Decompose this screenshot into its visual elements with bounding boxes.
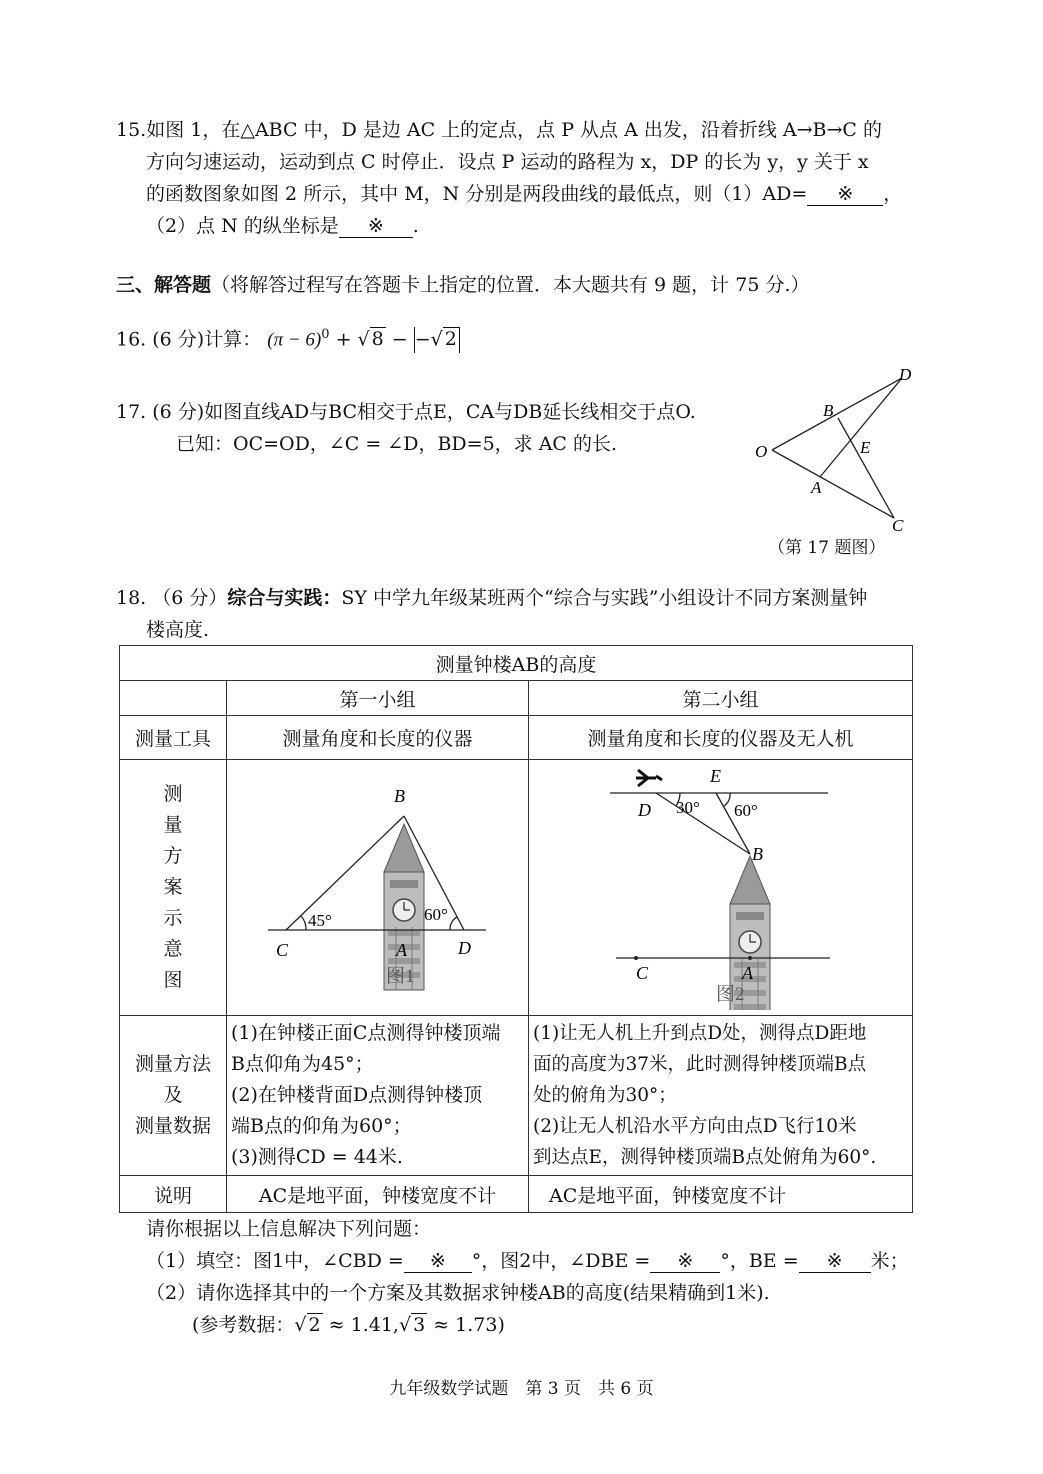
q17-fig-caption: （第 17 题图） — [768, 538, 886, 558]
fig1-label-C: C — [275, 940, 288, 960]
section3-title: 三、解答题 — [116, 274, 212, 296]
scheme-char-4: 示 — [163, 907, 183, 929]
q15-line3-text: 的函数图象如图 2 所示，其中 M，N 分别是两段曲线的最低点，则（1）AD= — [146, 183, 808, 205]
q18-bold: 综合与实践： — [227, 587, 342, 609]
table-tool-label: 测量工具 — [120, 716, 227, 760]
table-fig1-cell — [227, 760, 529, 1016]
method2-line-3: (2)让无人机沿水平方向由点D飞行10米 — [533, 1116, 857, 1137]
fig2-label-A: A — [741, 963, 753, 983]
q18-ref-c: ≈ 1.41, — [322, 1314, 399, 1336]
fig2-label-C: C — [635, 963, 648, 983]
q15-line4 — [146, 213, 419, 239]
table-tool2: 测量角度和长度的仪器及无人机 — [529, 716, 913, 760]
q17-label-O: O — [755, 442, 768, 461]
table-note1: AC是地平面，钟楼宽度不计 — [227, 1176, 529, 1213]
method1-line-2: (2)在钟楼背面D点测得钟楼顶 — [231, 1084, 483, 1106]
q16-sqrt8: 8 — [371, 328, 384, 351]
fig2-label-E: E — [709, 766, 721, 786]
fig1-caption: 图1 — [385, 966, 415, 987]
table-empty-cell — [120, 681, 227, 716]
q18-ref-sqrt2: 2 — [308, 1314, 321, 1336]
q18-table — [119, 645, 913, 1213]
q16-minus: − — [385, 328, 414, 351]
q16-label: 16. (6 分)计算： — [116, 328, 262, 351]
q17-label-D: D — [899, 365, 912, 384]
fig2-point-C — [634, 956, 638, 960]
q18-blank-cbd: ※ — [404, 1250, 472, 1273]
fig1-arc-60 — [449, 917, 456, 930]
fig2 — [530, 760, 912, 1010]
q17-label-A: A — [811, 478, 822, 497]
q16-exponent: 0 — [321, 327, 330, 342]
method2-line-0: (1)让无人机上升到点D处，测得点D距地 — [533, 1023, 867, 1044]
table-scheme-label — [120, 760, 227, 1016]
method2-line-4: 到达点E，测得钟楼顶端B点处俯角为60°. — [533, 1147, 877, 1168]
table-note2: AC是地平面，钟楼宽度不计 — [529, 1176, 913, 1213]
q17-line-DA — [820, 378, 902, 477]
table-title: 测量钟楼AB的高度 — [120, 646, 913, 681]
method1-line-1: B点仰角为45°； — [231, 1053, 374, 1075]
q18-reference: (参考数据：√ 2 ≈ 1.41,√ 3 ≈ 1.73) — [192, 1314, 505, 1336]
drone-icon — [636, 770, 662, 786]
q16-sqrt2: 2 — [444, 328, 457, 351]
q18-blank-dbe: ※ — [650, 1250, 720, 1273]
q17-label-B: B — [823, 401, 834, 420]
scheme-char-5: 意 — [163, 938, 183, 960]
table-method-label — [120, 1016, 227, 1176]
q18-p1-a: （1）填空：图1中，∠CBD = — [146, 1250, 404, 1272]
table-note-label: 说明 — [120, 1176, 227, 1213]
q18-line2: 楼高度. — [146, 619, 210, 641]
q16-expr-a: (π − 6) — [267, 329, 322, 351]
q18-ref-sqrt3: 3 — [413, 1314, 426, 1336]
scheme-char-0: 测 — [163, 783, 183, 805]
fig2-label-B: B — [751, 844, 763, 864]
q18-ref-e: ≈ 1.73) — [427, 1314, 505, 1336]
scheme-char-2: 方 — [163, 845, 183, 867]
table-method2 — [529, 1016, 913, 1176]
method2-line-2: 处的俯角为30°； — [533, 1085, 677, 1106]
fig2-label-D: D — [637, 800, 651, 820]
q16-plus: + — [329, 328, 358, 351]
fig1-label-B: B — [393, 786, 405, 806]
q15-line1: 15.如图 1，在△ABC 中，D 是边 AC 上的定点，点 P 从点 A 出发，沿着折线 A→B→C 的 — [116, 119, 882, 141]
q18-blank-be: ※ — [799, 1250, 871, 1273]
q17-label-E: E — [860, 438, 871, 457]
section3-heading — [116, 272, 809, 298]
scheme-char-1: 量 — [163, 814, 183, 836]
q16: 16. (6 分)计算： $(\pi - 6)^0$ + √ 8 − −√ 2 — [116, 320, 460, 355]
fig1-label-D: D — [457, 938, 471, 958]
q17-line-OD — [772, 378, 902, 450]
method-label-0: 测量方法 — [135, 1053, 212, 1075]
fig2-angle30: 30° — [675, 798, 700, 817]
q17-line1: 17. (6 分)如图直线AD与BC相交于点E，CA与DB延长线相交于点O. — [116, 401, 696, 423]
method1-line-0: (1)在钟楼正面C点测得钟楼顶端 — [231, 1022, 501, 1044]
q15-line2: 方向匀速运动，运动到点 C 时停止．设点 P 运动的路程为 x，DP 的长为 y，y 关于 x — [146, 151, 869, 173]
method2-line-1: 面的高度为37米，此时测得钟楼顶端B点 — [533, 1054, 867, 1075]
q15-blank-2: ※ — [339, 215, 413, 238]
method1-line-3: 端B点的仰角为60°； — [231, 1115, 412, 1137]
method-label-1: 及 — [163, 1084, 183, 1106]
scheme-char-6: 图 — [163, 969, 183, 991]
q18-part1 — [146, 1248, 909, 1274]
q18-num: 18. （6 分） — [116, 587, 228, 609]
page-footer: 九年级数学试题 第 3 页 共 6 页 — [389, 1379, 654, 1399]
scheme-char-3: 案 — [163, 876, 183, 898]
method-label-2: 测量数据 — [135, 1115, 212, 1137]
fig2-caption: 图2 — [715, 984, 745, 1005]
q18-rest: SY 中学九年级某班两个“综合与实践”小组设计不同方案测量钟 — [341, 587, 868, 609]
q15-line4-text: （2）点 N 的纵坐标是 — [146, 215, 339, 237]
q17-figure — [740, 360, 940, 535]
fig1 — [228, 760, 528, 1010]
q18-line1 — [116, 585, 867, 611]
method1-line-4: (3)测得CD = 44米. — [231, 1146, 403, 1168]
q17-label-C: C — [892, 516, 904, 535]
table-method1 — [227, 1016, 529, 1176]
table-tool1: 测量角度和长度的仪器 — [227, 716, 529, 760]
q18-part2: （2）请你选择其中的一个方案及其数据求钟楼AB的高度(结果精确到1米). — [146, 1282, 770, 1304]
table-fig2-cell — [529, 760, 913, 1016]
fig1-angle60: 60° — [423, 905, 448, 924]
table-group1: 第一小组 — [227, 681, 529, 716]
section3-note: （将解答过程写在答题卡上指定的位置．本大题共有 9 题，计 75 分.） — [211, 274, 810, 296]
table-group2: 第二小组 — [529, 681, 913, 716]
q18-after: 请你根据以上信息解决下列问题： — [146, 1218, 432, 1240]
q15-line3: 的函数图象如图 2 所示，其中 M，N 分别是两段曲线的最低点，则（1）AD= ※ ， — [146, 183, 903, 205]
fig1-angle45: 45° — [307, 911, 332, 930]
q18-p1-c: °，BE = — [720, 1250, 799, 1272]
fig2-point-A — [748, 956, 752, 960]
q18-p1-d: 米； — [870, 1250, 909, 1272]
q15-blank-1: ※ — [807, 183, 883, 206]
fig1-arc-45 — [301, 916, 306, 930]
q15-line4-end: . — [412, 215, 419, 237]
q16-abs-right — [459, 327, 460, 353]
q18-ref-a: (参考数据： — [192, 1314, 295, 1336]
fig2-arc-60 — [724, 793, 730, 806]
fig1-label-A: A — [395, 940, 407, 960]
fig2-angle60: 60° — [733, 801, 758, 820]
q18-p1-b: °，图2中，∠DBE = — [471, 1250, 651, 1272]
q17-line2: 已知：OC=OD，∠C = ∠D，BD=5，求 AC 的长. — [176, 433, 618, 455]
q16-neg: − — [414, 328, 431, 351]
